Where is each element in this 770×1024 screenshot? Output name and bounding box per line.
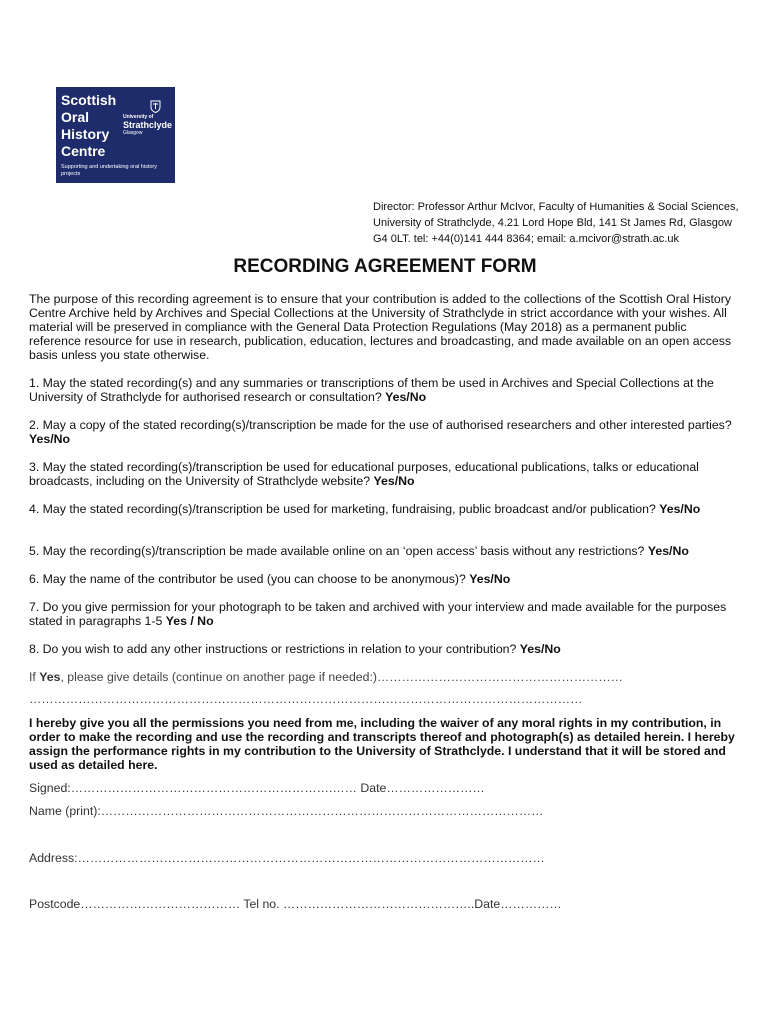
logo-strathclyde: Strathclyde [123,120,173,130]
form-title: RECORDING AGREEMENT FORM [233,256,537,277]
question-5 [29,544,741,558]
intro-paragraph: The purpose of this recording agreement is to ensure that your contribution is added to the collections of the Scottish Oral History Centre Archive held by Archives and Special Collections at the University of Strathclyde in strict accordance with your wishes. All material will be preserved in compliance with the General Data Protection Regulations (May 2018) as a permanent public reference resource for use in research, publication, education, lectures and broadcasting, and made available on an open access basis unless you state otherwise. [29,292,732,362]
logo-title [61,92,116,160]
declaration: I hereby give you all the permissions you need from me, including the waiver of any moral rights in my contribution, in order to make the recording and use the recording and transcripts thereof and photograph(s) as detailed herein. I hereby assign the performance rights in my contribution to the University of Strathclyde. I understand that it will be stored and used as detailed here. [29,716,735,772]
question-7 [29,600,741,628]
yes-no-choice[interactable]: Yes/No [647,544,689,558]
logo-glasgow: Glasgow [123,130,143,136]
yes-no-choice[interactable]: Yes/No [519,642,561,656]
details-field[interactable] [29,670,623,684]
details-text: , please give details (continue on another page if needed:)…………………………………………………… [60,670,623,684]
yes-no-choice[interactable]: Yes/No [29,432,71,446]
details-yes: Yes [39,670,61,684]
question-6 [29,572,741,586]
address-field[interactable]: Address:…………………………………………………………………………………………………… [29,851,545,865]
address-line-3: G4 0LT. tel: +44(0)141 444 8364; email: a.mcivor@strath.ac.uk [373,233,679,245]
question-8 [29,642,741,656]
question-1 [29,376,741,404]
question-text: 3. May the stated recording(s)/transcription be used for educational purposes, educational publications, talks or educational broadcasts, including on the University of Strathclyde website? [29,460,699,488]
question-text: 1. May the stated recording(s) and any summaries or transcriptions of them be used in Archives and Special Collections at the University of Strathclyde for authorised research or consultation? [29,376,714,404]
question-text: 8. Do you wish to add any other instructions or restrictions in relation to your contribution? [29,642,520,656]
question-text: 2. May a copy of the stated recording(s)/transcription be made for the use of authorised researchers and other interested parties? [29,418,732,432]
address-line-1: Director: Professor Arthur McIvor, Faculty of Humanities & Social Sciences, [373,201,739,213]
logo-university-of: University of [123,114,154,120]
yes-no-choice[interactable]: Yes/No [385,390,427,404]
logo-tagline: Supporting and undertaking oral history projects [61,164,158,177]
crest-icon [149,100,162,113]
director-address [373,199,765,247]
scottish-oral-history-centre-logo [56,87,175,183]
details-line-2[interactable]: ……………………………………………………………………………………………………………………… [29,692,583,706]
yes-no-choice[interactable]: Yes/No [373,474,415,488]
postcode-tel-date-field[interactable]: Postcode………………………………… Tel no. ………………………………………..Date…………… [29,897,562,911]
signed-date-field[interactable]: Signed:……………………………………………………….…… Date…………………… [29,781,485,795]
yes-no-choice[interactable]: Yes/No [659,502,701,516]
yes-no-choice[interactable]: Yes/No [469,572,511,586]
question-2 [29,418,741,446]
logo-line-4: Centre [61,143,106,159]
name-print-field[interactable]: Name (print):……………………………………………………………………………………………… [29,804,544,818]
logo-line-1: Scottish [61,92,117,108]
question-text: 6. May the name of the contributor be used (you can choose to be anonymous)? [29,572,470,586]
yes-no-choice[interactable]: Yes / No [165,614,214,628]
question-text: 7. Do you give permission for your photograph to be taken and archived with your interview and made available for the purposes stated in paragraphs 1-5 [29,600,727,628]
question-4 [29,502,741,516]
address-line-2: University of Strathclyde, 4.21 Lord Hope Bld, 141 St James Rd, Glasgow [373,217,732,229]
question-text: 4. May the stated recording(s)/transcription be used for marketing, fundraising, public broadcast and/or publication? [29,502,660,516]
question-3 [29,460,741,488]
question-text: 5. May the recording(s)/transcription be made available online on an ‘open access’ basis without any restrictions? [29,544,648,558]
details-prefix: If [29,670,40,684]
logo-line-2: Oral [61,109,90,125]
logo-line-3: History [61,126,110,142]
